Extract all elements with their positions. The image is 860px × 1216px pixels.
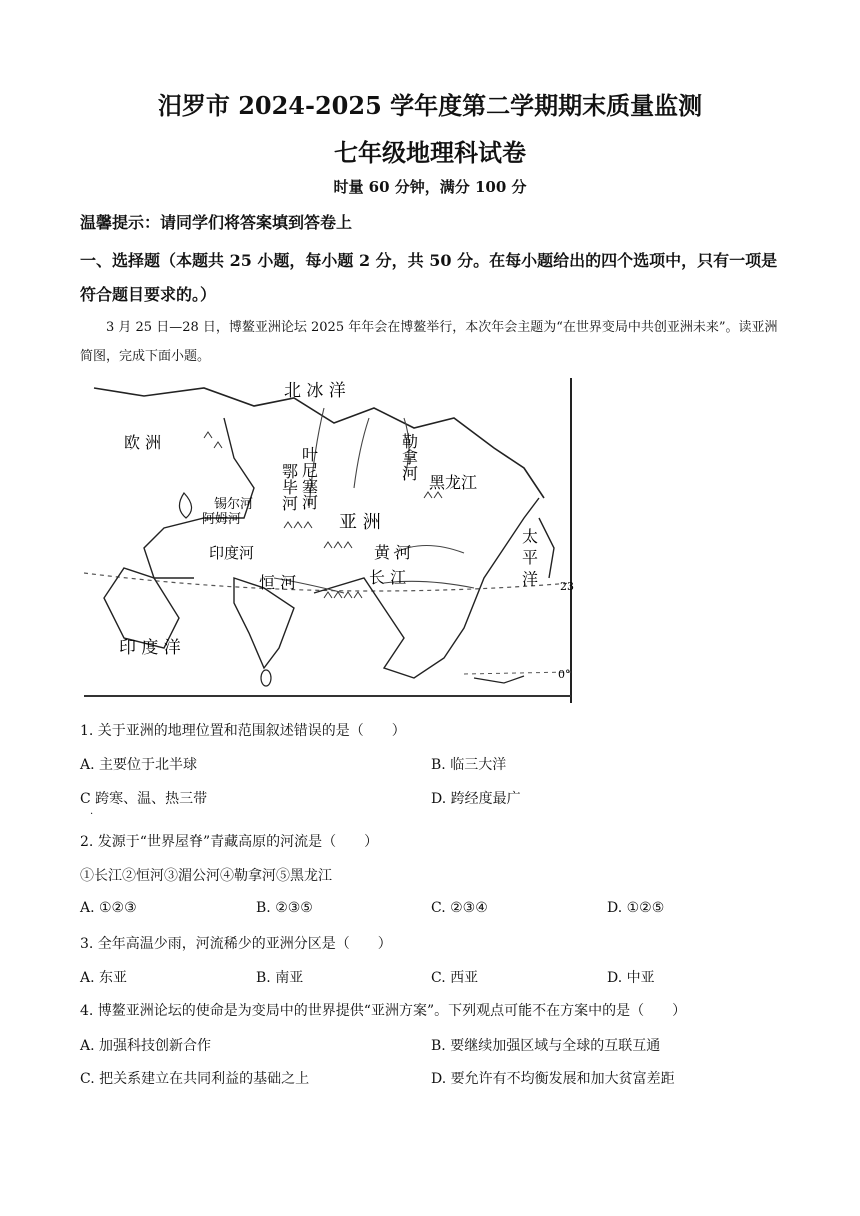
q4-option-d: D. 要允许有不均衡发展和加大贫富差距 xyxy=(431,1071,675,1087)
map-label-lat23: 23 xyxy=(560,580,574,593)
map-label-lat0: 0° xyxy=(558,668,571,681)
exam-time-score: 时量 60 分钟，满分 100 分 xyxy=(333,178,527,196)
caspian-sea xyxy=(179,493,191,518)
map-label-arctic-ocean: 北 冰 洋 xyxy=(284,381,346,401)
map-label-lena: 勒拿河 xyxy=(399,433,419,481)
equator-line xyxy=(464,672,571,674)
exam-title-line2: 七年级地理科试卷 xyxy=(334,138,526,167)
section-heading: 一、选择题（本题共 25 小题，每小题 2 分，共 50 分。在每小题给出的四个选项中，只有一项是符合题目要求的。） xyxy=(80,251,778,304)
map-label-europe: 欧 洲 xyxy=(124,433,162,452)
q2-stem: 2. 发源于“世界屋脊”青藏高原的河流是（ ） xyxy=(80,834,379,850)
q2-option-b: B. ②③⑤ xyxy=(256,900,313,916)
japan-islands xyxy=(539,518,554,578)
yenisei-river xyxy=(354,418,369,488)
exam-tip: 温馨提示：请同学们将答案填到答卷上 xyxy=(80,213,353,232)
q4-option-a: A. 加强科技创新合作 xyxy=(80,1038,212,1054)
map-label-yellow-river: 黄 河 xyxy=(374,543,412,562)
q2-option-a: A. ①②③ xyxy=(80,900,137,916)
q2-option-c: C. ②③④ xyxy=(431,900,488,916)
q3-stem: 3. 全年高温少雨，河流稀少的亚洲分区是（ ） xyxy=(80,936,392,952)
map-label-ganges: 恒 河 xyxy=(259,573,297,592)
asia-map xyxy=(84,378,584,703)
q2-sub: ①长江②恒河③湄公河④勒拿河⑤黑龙江 xyxy=(80,868,332,884)
sri-lanka xyxy=(261,670,271,686)
q4-option-b: B. 要继续加强区域与全球的互联互通 xyxy=(431,1038,661,1054)
map-label-syr: 锡尔河 xyxy=(214,497,254,512)
q3-option-d: D. 中亚 xyxy=(607,970,655,986)
q4-stem: 4. 博鳌亚洲论坛的使命是为变局中的世界提供“亚洲方案”。下列观点可能不在方案中的是（ ） xyxy=(80,1003,687,1019)
q3-option-c: C. 西亚 xyxy=(431,970,479,986)
indonesia-islands xyxy=(474,676,524,683)
q1-option-c: C 跨寒、温、热三带 xyxy=(80,791,208,807)
map-label-amu: 阿姆河 xyxy=(202,512,242,527)
q1-option-b: B. 临三大洋 xyxy=(431,757,507,773)
map-label-amur: 黑龙江 xyxy=(429,473,478,492)
q1-stem: 1. 关于亚洲的地理位置和范围叙述错误的是（ ） xyxy=(80,723,406,739)
map-label-yangtze: 长 江 xyxy=(369,568,407,587)
map-label-asia: 亚 洲 xyxy=(339,512,381,533)
stray-dot: . xyxy=(90,806,94,817)
exam-title-line1: 汨罗市 2024-2025 学年度第二学期期末质量监测 xyxy=(157,91,703,120)
map-label-pacific: 太 平 洋 xyxy=(519,528,539,587)
map-label-yenisei: 叶尼塞河 xyxy=(299,446,319,510)
map-label-indian-ocean: 印 度 洋 xyxy=(119,638,181,658)
map-label-indus: 印度河 xyxy=(209,544,255,562)
question-intro: 3 月 25 日—28 日，博鳌亚洲论坛 2025 年年会在博鳌举行，本次年会主题为“在世界变局中共创亚洲未来”。读亚洲简图，完成下面小题。 xyxy=(80,320,778,364)
q3-option-b: B. 南亚 xyxy=(256,970,304,986)
q3-option-a: A. 东亚 xyxy=(80,970,128,986)
q4-option-c: C. 把关系建立在共同利益的基础之上 xyxy=(80,1071,310,1087)
map-label-ob: 鄂毕河 xyxy=(279,463,299,511)
q2-option-d: D. ①②⑤ xyxy=(607,900,665,916)
q1-option-d: D. 跨经度最广 xyxy=(431,791,521,807)
q1-option-a: A. 主要位于北半球 xyxy=(80,757,198,773)
